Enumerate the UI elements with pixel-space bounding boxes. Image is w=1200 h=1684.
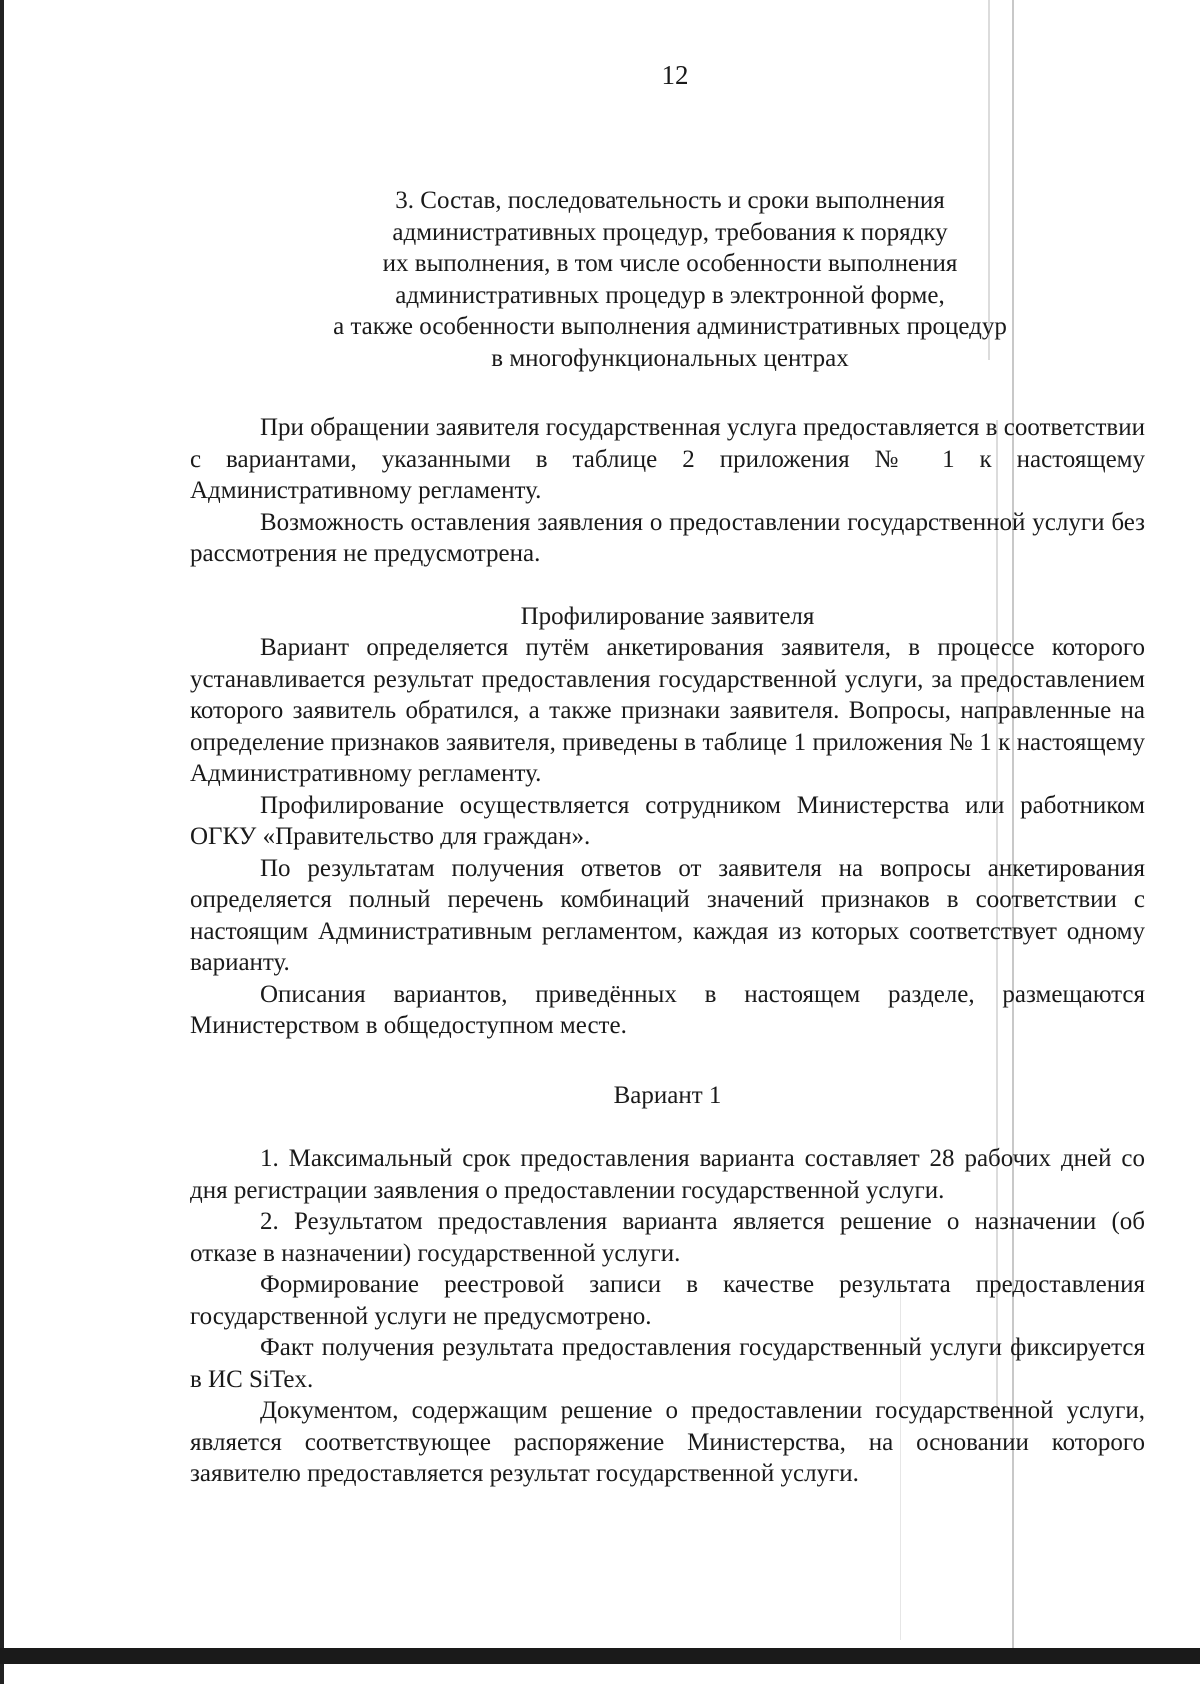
paragraph: По результатам получения ответов от заявителя на вопросы анкетирования определяется полный перечень комбинаций значений признаков в соответствии с настоящим Административным регламентом, каждая из которых соответствует одному варианту. xyxy=(190,854,1145,976)
variant-section xyxy=(190,1143,1145,1490)
scan-edge-left xyxy=(0,0,4,1684)
section-heading-profiling: Профилирование заявителя xyxy=(520,603,815,630)
profiling-section xyxy=(190,632,1145,1042)
paragraph: 2. Результатом предоставления варианта является решение о назначении (об отказе в назначении) государственной услуги. xyxy=(190,1208,1145,1267)
page-number: 12 xyxy=(661,60,689,90)
chapter-heading: 3. Состав, последовательность и сроки выполнения административных процедур, требования к порядку их выполнения, в том числе особенности выполнения административных процедур в электронной форме, а также особенности выполнения административных процедур в многофункциональных центрах xyxy=(333,187,1007,372)
section-heading-variant: Вариант 1 xyxy=(613,1082,722,1109)
scan-edge-bottom xyxy=(0,1648,1200,1664)
paragraph: Документом, содержащим решение о предоставлении государственной услуги, является соответствующее распоряжение Министерства, на основании которого заявителю предоставляется результат государственной услуги. xyxy=(190,1397,1145,1487)
paragraph: Описания вариантов, приведённых в настоящем разделе, размещаются Министерством в общедоступном месте. xyxy=(190,980,1145,1039)
paragraph: 1. Максимальный срок предоставления варианта составляет 28 рабочих дней со дня регистрации заявления о предоставлении государственной услуги. xyxy=(190,1145,1145,1204)
intro-section xyxy=(190,412,1145,570)
paragraph: При обращении заявителя государственная услуга предоставляется в соответствии с вариантами, указанными в таблице 2 приложения № 1 к настоящему Административному регламенту. xyxy=(190,414,1145,504)
paragraph: Факт получения результата предоставления государственный услуги фиксируется в ИС SiTex. xyxy=(190,1334,1145,1393)
paragraph: Профилирование осуществляется сотрудником Министерства или работником ОГКУ «Правительство для граждан». xyxy=(190,791,1145,850)
paragraph: Возможность оставления заявления о предоставлении государственной услуги без рассмотрения не предусмотрена. xyxy=(190,508,1145,567)
paragraph: Формирование реестровой записи в качестве результата предоставления государственной услуги не предусмотрено. xyxy=(190,1271,1145,1330)
paragraph: Вариант определяется путём анкетирования заявителя, в процессе которого устанавливается результат предоставления государственной услуги, за предоставлением которого заявитель обратился, а также признаки заявителя. Вопросы, направленные на определение признаков заявителя, приведены в таблице 1 приложения № 1 к настоящему Административному регламенту. xyxy=(190,634,1145,787)
